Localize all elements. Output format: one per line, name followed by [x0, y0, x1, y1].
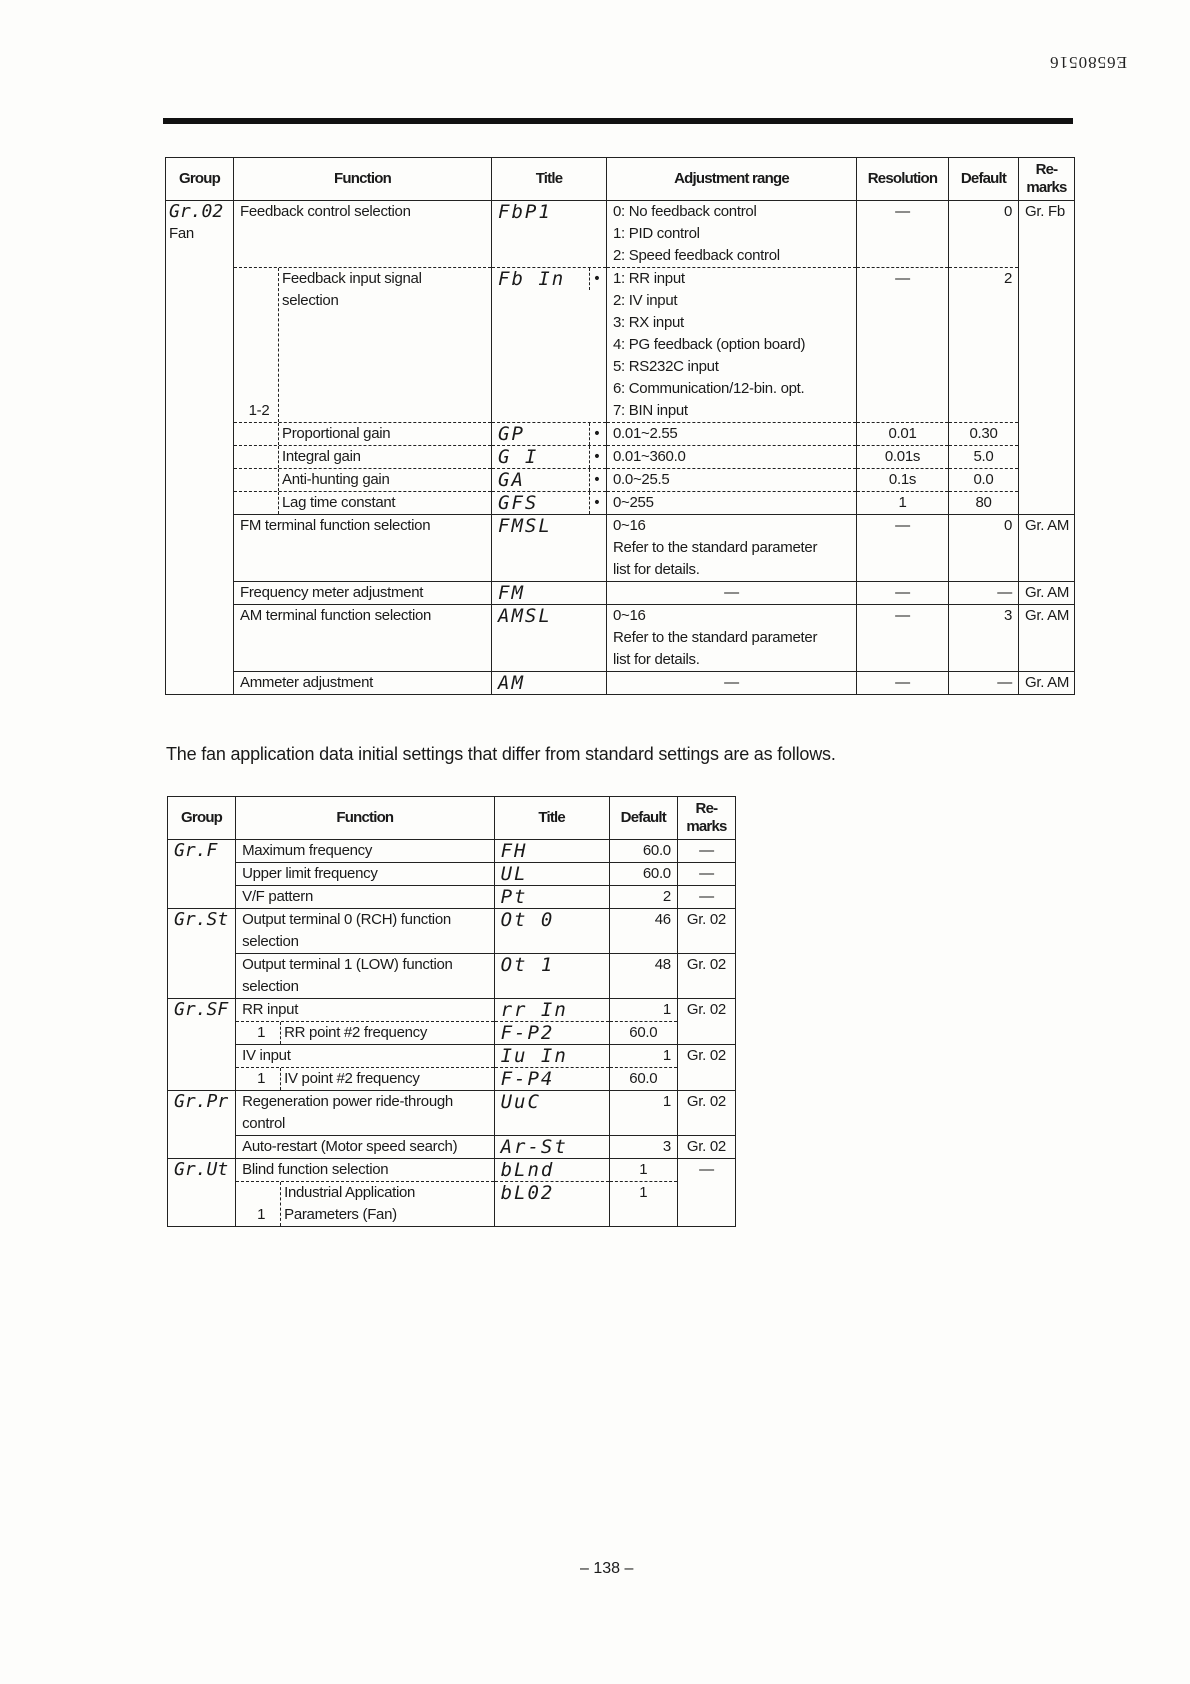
range-cell: 0: No feedback control 1: PID control 2: Speed feedback control: [607, 201, 857, 268]
function-cell: AM terminal function selection: [234, 605, 492, 672]
col-remarks: Re- marks: [1019, 158, 1075, 201]
title-cell: Iu In: [494, 1045, 609, 1068]
col-resolution: Resolution: [857, 158, 949, 201]
remarks-cell: Gr. AM: [1019, 672, 1075, 695]
remarks-cell: Gr. AM: [1019, 515, 1075, 582]
remarks-cell: Gr. AM: [1019, 582, 1075, 605]
title-cell: rr In: [494, 999, 609, 1022]
table-row: [166, 268, 1075, 423]
table-row: [168, 1182, 736, 1227]
col-title: Title: [494, 797, 609, 840]
remarks-cell: Gr. 02: [677, 909, 735, 954]
title-cell: bL02: [494, 1182, 609, 1227]
resolution-cell: —: [857, 268, 949, 423]
function-cell: 1 IV point #2 frequency: [236, 1068, 494, 1091]
table-header: [166, 158, 1075, 201]
default-cell: 2: [609, 886, 677, 909]
title-cell: Fb In •: [492, 268, 607, 423]
col-function: Function: [234, 158, 492, 201]
default-cell: 48: [609, 954, 677, 999]
col-range: Adjustment range: [607, 158, 857, 201]
group-code: Gr.02: [169, 201, 224, 222]
col-group: Group: [168, 797, 236, 840]
default-cell: 60.0: [609, 840, 677, 863]
function-cell: Frequency meter adjustment: [234, 582, 492, 605]
title-cell: GP •: [492, 423, 607, 446]
title-cell: FbP1: [492, 201, 607, 268]
table-row: [168, 863, 736, 886]
col-remarks: Re- marks: [677, 797, 735, 840]
function-cell: Feedback control selection: [234, 201, 492, 268]
table-row: [168, 886, 736, 909]
table-row: [168, 1159, 736, 1182]
range-cell: 0.01~2.55: [607, 423, 857, 446]
resolution-cell: 1: [857, 492, 949, 515]
function-cell: Lag time constant: [234, 492, 492, 515]
resolution-cell: —: [857, 201, 949, 268]
range-cell: 0~16 Refer to the standard parameter list for details.: [607, 605, 857, 672]
function-cell: IV input: [236, 1045, 494, 1068]
table-row: [166, 492, 1075, 515]
title-cell: F-P2: [494, 1022, 609, 1045]
resolution-cell: 0.01: [857, 423, 949, 446]
group-name: Fan: [169, 225, 194, 242]
default-cell: 60.0: [609, 863, 677, 886]
group-code: Gr.Ut: [168, 1159, 236, 1227]
default-cell: 0: [949, 515, 1019, 582]
table-row: [168, 1045, 736, 1068]
remarks-cell: Gr. 02: [677, 1136, 735, 1159]
resolution-cell: 0.01s: [857, 446, 949, 469]
resolution-cell: 0.1s: [857, 469, 949, 492]
table-row: [166, 605, 1075, 672]
default-cell: 1: [609, 1091, 677, 1136]
title-cell: Ot 1: [494, 954, 609, 999]
table-header: [168, 797, 736, 840]
remarks-cell: [1019, 268, 1075, 515]
table-row: [168, 1136, 736, 1159]
function-cell: Blind function selection: [236, 1159, 494, 1182]
function-cell: Anti-hunting gain: [234, 469, 492, 492]
resolution-cell: —: [857, 582, 949, 605]
table-row: [166, 446, 1075, 469]
table-row: [166, 469, 1075, 492]
resolution-cell: —: [857, 515, 949, 582]
default-cell: 0: [949, 201, 1019, 268]
col-function: Function: [236, 797, 494, 840]
function-cell: 1-2Feedback input signal selection: [234, 268, 492, 423]
title-cell: FMSL: [492, 515, 607, 582]
default-cell: 1: [609, 1159, 677, 1182]
remarks-cell: Gr. 02: [677, 954, 735, 999]
title-cell: AMSL: [492, 605, 607, 672]
default-cell: 2: [949, 268, 1019, 423]
table-row: [166, 201, 1075, 268]
remarks-cell: —: [677, 863, 735, 886]
function-cell: 1 RR point #2 frequency: [236, 1022, 494, 1045]
title-cell: GA •: [492, 469, 607, 492]
title-cell: FM: [492, 582, 607, 605]
range-cell: —: [607, 582, 857, 605]
title-cell: UuC: [494, 1091, 609, 1136]
function-cell: Integral gain: [234, 446, 492, 469]
default-cell: —: [949, 582, 1019, 605]
default-cell: 1: [609, 1182, 677, 1227]
range-cell: 0.0~25.5: [607, 469, 857, 492]
remarks-cell: Gr. AM: [1019, 605, 1075, 672]
function-cell: Maximum frequency: [236, 840, 494, 863]
table-row: [168, 840, 736, 863]
default-cell: —: [949, 672, 1019, 695]
default-cell: 5.0: [949, 446, 1019, 469]
function-cell: 1Industrial Application Parameters (Fan): [236, 1182, 494, 1227]
group-code: Gr.St: [168, 909, 236, 999]
resolution-cell: —: [857, 605, 949, 672]
function-cell: Output terminal 0 (RCH) function selection: [236, 909, 494, 954]
title-cell: UL: [494, 863, 609, 886]
group-code: Gr.Pr: [168, 1091, 236, 1159]
function-cell: RR input: [236, 999, 494, 1022]
range-cell: 0~16 Refer to the standard parameter list for details.: [607, 515, 857, 582]
group-cell: [166, 605, 234, 695]
title-cell: G I •: [492, 446, 607, 469]
remarks-cell: —: [677, 1159, 735, 1227]
table-row: [168, 1022, 736, 1045]
function-cell: Upper limit frequency: [236, 863, 494, 886]
default-cell: 60.0: [609, 1068, 677, 1091]
function-cell: Auto-restart (Motor speed search): [236, 1136, 494, 1159]
range-cell: 1: RR input 2: IV input 3: RX input 4: PG feedback (option board) 5: RS232C input 6: Communication/12-bin. opt. 7: BIN input: [607, 268, 857, 423]
col-title: Title: [492, 158, 607, 201]
default-cell: 1: [609, 999, 677, 1022]
col-group: Group: [166, 158, 234, 201]
remarks-cell: Gr. 02: [677, 1091, 735, 1136]
table-row: [166, 672, 1075, 695]
caption-text: The fan application data initial settings that differ from standard settings are as follows.: [166, 744, 836, 764]
group-code: Gr.F: [168, 840, 236, 909]
title-cell: FH: [494, 840, 609, 863]
range-cell: —: [607, 672, 857, 695]
title-cell: bLnd: [494, 1159, 609, 1182]
function-cell: FM terminal function selection: [234, 515, 492, 582]
remarks-cell: —: [677, 840, 735, 863]
table-row: [168, 999, 736, 1022]
title-cell: GFS •: [492, 492, 607, 515]
remarks-cell: —: [677, 886, 735, 909]
function-cell: Ammeter adjustment: [234, 672, 492, 695]
default-cell: 80: [949, 492, 1019, 515]
table-row: [168, 909, 736, 954]
group-cell: [166, 201, 234, 605]
col-default: Default: [949, 158, 1019, 201]
remarks-cell: Gr. 02: [677, 1045, 735, 1091]
default-cell: 46: [609, 909, 677, 954]
group-code: Gr.SF: [168, 999, 236, 1091]
table-row: [166, 515, 1075, 582]
title-cell: Ar-St: [494, 1136, 609, 1159]
default-cell: 1: [609, 1045, 677, 1068]
default-cell: 0.30: [949, 423, 1019, 446]
function-cell: Proportional gain: [234, 423, 492, 446]
function-cell: Regeneration power ride-through control: [236, 1091, 494, 1136]
default-cell: 0.0: [949, 469, 1019, 492]
document-code: E6580516: [1049, 53, 1127, 72]
fan-initial-settings-table: [167, 796, 736, 1227]
range-cell: 0.01~360.0: [607, 446, 857, 469]
table-row: [168, 1068, 736, 1091]
col-default: Default: [609, 797, 677, 840]
page-number: – 138 –: [580, 1560, 634, 1577]
title-cell: Pt: [494, 886, 609, 909]
remarks-cell: Gr. Fb: [1019, 201, 1075, 268]
function-cell: V/F pattern: [236, 886, 494, 909]
table-row: [168, 954, 736, 999]
remarks-cell: Gr. 02: [677, 999, 735, 1045]
parameter-table-gr02: [165, 157, 1075, 695]
title-cell: Ot 0: [494, 909, 609, 954]
table-row: [168, 1091, 736, 1136]
default-cell: 3: [949, 605, 1019, 672]
function-cell: Output terminal 1 (LOW) function selection: [236, 954, 494, 999]
header-rule: [163, 118, 1073, 124]
title-cell: AM: [492, 672, 607, 695]
resolution-cell: —: [857, 672, 949, 695]
range-cell: 0~255: [607, 492, 857, 515]
table-row: [166, 582, 1075, 605]
title-cell: F-P4: [494, 1068, 609, 1091]
default-cell: 60.0: [609, 1022, 677, 1045]
table-row: [166, 423, 1075, 446]
default-cell: 3: [609, 1136, 677, 1159]
